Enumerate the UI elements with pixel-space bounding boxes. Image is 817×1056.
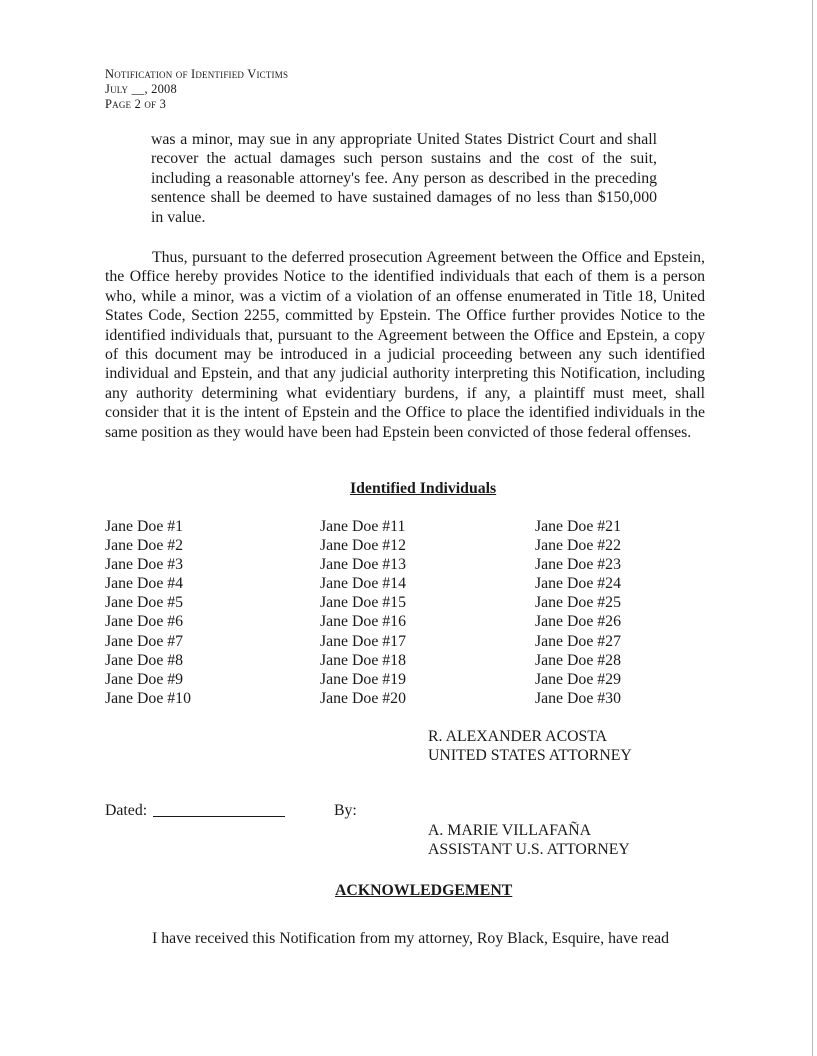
- us-attorney-title: UNITED STATES ATTORNEY: [428, 747, 632, 765]
- individual-name: Jane Doe #23: [535, 556, 621, 574]
- individual-name: Jane Doe #6: [105, 613, 184, 631]
- us-attorney-name: R. ALEXANDER ACOSTA: [428, 728, 608, 745]
- individual-name: Jane Doe #27: [535, 632, 621, 650]
- individual-name: Jane Doe #13: [320, 556, 406, 574]
- individual-name: Jane Doe #20: [320, 689, 406, 707]
- individual-name: Jane Doe #25: [535, 594, 621, 612]
- individual-name: Jane Doe #16: [320, 613, 406, 631]
- individual-name: Jane Doe #21: [535, 518, 621, 535]
- individual-name: Jane Doe #14: [320, 575, 406, 593]
- individual-name: Jane Doe #7: [105, 632, 184, 650]
- individual-name: Jane Doe #26: [535, 613, 621, 631]
- individual-name: Jane Doe #8: [105, 651, 184, 669]
- dated-blank-line: [153, 816, 285, 817]
- page-edge-line: [812, 0, 813, 1056]
- individual-name: Jane Doe #28: [535, 651, 621, 669]
- acknowledgement-text: I have received this Notification from my attorney, Roy Black, Esquire, have read: [152, 930, 670, 947]
- individual-name: Jane Doe #15: [320, 594, 406, 612]
- individual-name: Jane Doe #22: [535, 537, 621, 555]
- individual-name: Jane Doe #1: [105, 518, 184, 535]
- individual-name: Jane Doe #3: [105, 556, 184, 574]
- header-title: Notification of Identified Victims: [105, 67, 289, 81]
- individual-name: Jane Doe #19: [320, 670, 406, 688]
- running-header: [105, 67, 288, 112]
- acknowledgement-heading: ACKNOWLEDGEMENT: [335, 882, 513, 899]
- individual-name: Jane Doe #11: [320, 518, 406, 535]
- assistant-attorney-title: ASSISTANT U.S. ATTORNEY: [428, 841, 630, 859]
- individual-name: Jane Doe #17: [320, 632, 406, 650]
- header-page-number: Page 2 of 3: [105, 97, 167, 111]
- individual-name: Jane Doe #18: [320, 651, 406, 669]
- assistant-attorney-name: A. MARIE VILLAFAÑA: [428, 822, 592, 839]
- header-date: July __, 2008: [105, 82, 177, 96]
- individual-name: Jane Doe #9: [105, 670, 184, 688]
- by-label: By:: [334, 802, 357, 819]
- individuals-column-1: [105, 517, 191, 708]
- assistant-attorney-signature-block: [428, 821, 630, 860]
- quoted-statute-paragraph: was a minor, may sue in any appropriate United States District Court and shall recover the actual damages such person sustains and the cost of the suit, including a reasonable attorney's fee. Any person as described in the preceding sentence shall be deemed to have sustained damages of no less than $150,000 in value.: [151, 131, 657, 226]
- individual-name: Jane Doe #24: [535, 575, 621, 593]
- individual-name: Jane Doe #10: [105, 689, 191, 707]
- individuals-column-2: [320, 517, 406, 708]
- individuals-column-3: [535, 517, 621, 708]
- notice-paragraph: Thus, pursuant to the deferred prosecution Agreement between the Office and Epstein, the Office hereby provides Notice to the identified individuals that each of them is a person who, while a minor, was a victim of a violation of an offense enumerated in Title 18, United States Code, Section 2255, committed by Epstein. The Office further provides Notice to the identified individuals that, pursuant to the Agreement between the Office and Epstein, a copy of this document may be introduced in a judicial proceeding between any such identified individual and Epstein, and that any judicial authority interpreting this Notification, including any authority determining what evidentiary burdens, if any, a plaintiff must meet, shall consider that it is the intent of Epstein and the Office to place the identified individuals in the same position as they would have been had Epstein been convicted of those federal offenses.: [105, 249, 705, 441]
- dated-label: Dated:: [105, 802, 148, 819]
- individual-name: Jane Doe #12: [320, 537, 406, 555]
- individual-name: Jane Doe #30: [535, 689, 621, 707]
- identified-individuals-heading: Identified Individuals: [350, 480, 497, 497]
- individual-name: Jane Doe #5: [105, 594, 184, 612]
- individual-name: Jane Doe #29: [535, 670, 621, 688]
- individual-name: Jane Doe #2: [105, 537, 184, 555]
- us-attorney-signature-block: [428, 727, 632, 766]
- dated-field: [105, 802, 285, 820]
- individual-name: Jane Doe #4: [105, 575, 184, 593]
